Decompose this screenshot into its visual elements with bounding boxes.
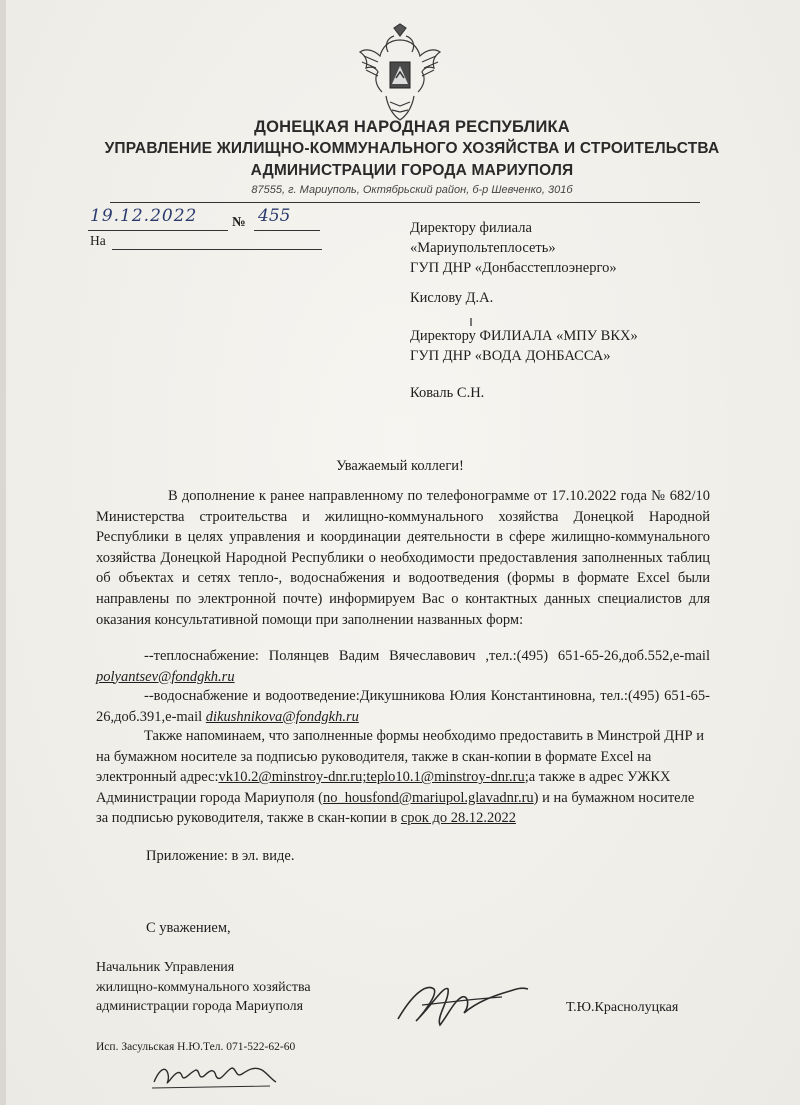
executor-signature bbox=[150, 1058, 280, 1092]
signatory-title-line: администрации города Мариуполя bbox=[96, 999, 304, 1014]
contact-heating bbox=[96, 646, 710, 687]
executor-info: Исп. Засульская Н.Ю.Тел. 071-522-62-60 bbox=[96, 1041, 296, 1053]
registration-date: 19.12.2022 bbox=[90, 206, 198, 226]
registration-number-field bbox=[254, 206, 320, 231]
email-link-water[interactable]: dikushnikova@fondgkh.ru bbox=[205, 708, 359, 725]
paragraph-2-part-b: ;а также в адрес УЖКХ Администрации города Мариуполя ( bbox=[96, 769, 671, 806]
header-divider bbox=[110, 202, 700, 203]
signatory-title-line: Начальник Управления bbox=[96, 960, 235, 975]
scan-mark bbox=[470, 318, 472, 326]
signatory-title-line: жилищно-коммунального хозяйства bbox=[96, 979, 311, 995]
signatory-name: Т.Ю.Краснолуцкая bbox=[566, 1000, 679, 1015]
attachment-note: Приложение: в эл. виде. bbox=[146, 848, 295, 864]
registration-date-field bbox=[88, 206, 228, 231]
header-department: УПРАВЛЕНИЕ ЖИЛИЩНО-КОММУНАЛЬНОГО ХОЗЯЙСТВА И СТРОИТЕЛЬСТВА bbox=[104, 140, 720, 157]
body-paragraph-2 bbox=[96, 726, 710, 829]
header-administration: АДМИНИСТРАЦИИ ГОРОДА МАРИУПОЛЯ bbox=[250, 162, 574, 179]
addressee-line: Директору ФИЛИАЛА «МПУ ВКХ» bbox=[410, 328, 638, 344]
greeting: Уважаемый коллеги! bbox=[336, 458, 464, 474]
registration-number: 455 bbox=[258, 206, 291, 226]
registration-number-label: № bbox=[232, 214, 246, 229]
email-link-minstroy[interactable]: vk10.2@minstroy-dnr.ru;teplo10.1@minstroy-dnr.ru bbox=[218, 769, 525, 786]
closing: С уважением, bbox=[146, 920, 231, 936]
addressee-name: Кислову Д.А. bbox=[410, 290, 494, 306]
header-republic: ДОНЕЦКАЯ НАРОДНАЯ РЕСПУБЛИКА bbox=[254, 118, 570, 136]
reference-label: На bbox=[90, 233, 106, 248]
contact-water-text: --водоснабжение и водоотведение:Дикушникова Юлия Константиновна, тел.:(495) 651-65-26,доб.391,e-mail bbox=[96, 688, 710, 725]
handwritten-signature bbox=[392, 975, 532, 1030]
signatory-title bbox=[96, 958, 311, 1017]
paragraph-2-part-c: ) и на бумажном носителе за подписью руководителя, также в скан-копии в bbox=[96, 789, 695, 827]
email-link-housfond[interactable]: no_housfond@mariupol.glavadnr.ru bbox=[322, 789, 534, 806]
addressee-line: ГУП ДНР «Донбасстеплоэнерго» bbox=[410, 260, 617, 276]
email-link-heating[interactable]: polyantsev@fondgkh.ru bbox=[96, 668, 235, 685]
body-paragraph-1: В дополнение к ранее направленному по телефонограмме от 17.10.2022 года № 682/10 Министерства строительства и жилищно-коммунального хозяйства Донецкой Народной Республики в целях управления и координации деятельности в сфере жилищно-коммунального хозяйства Донецкой Народной Республики о необходимости предоставления заполненных таблиц об объектах и сетях тепло-, водоснабжения и водоотведения (формы в формате Excel были направлены по электронной почте) информируем Вас о контактных данных специалистов для оказания консультативной помощи при заполнении названных форм: bbox=[96, 488, 710, 628]
contact-heating-text: --теплоснабжение: Полянцев Вадим Вячеславович ,тел.:(495) 651-65-26,доб.552,e-mail bbox=[144, 648, 710, 664]
addressee-line: Директору филиала bbox=[410, 220, 532, 236]
addressee-line: ГУП ДНР «ВОДА ДОНБАССА» bbox=[410, 348, 611, 364]
paragraph-2-part-a: Также напоминаем, что заполненные формы необходимо предоставить в Минстрой ДНР и на бумажном носителе за подписью руководителя, также в скан-копии в формате Excel на электронный адрес: bbox=[96, 728, 704, 786]
addressee-line: «Мариупольтеплосеть» bbox=[410, 240, 556, 256]
deadline: срок до 28.12.2022 bbox=[400, 810, 516, 827]
addressee-name: Коваль С.Н. bbox=[410, 385, 485, 401]
scan-edge bbox=[0, 0, 6, 1105]
header-address: 87555, г. Мариуполь, Октябрьский район, б-р Шевченко, 301б bbox=[251, 184, 573, 196]
dpr-coat-of-arms-emblem bbox=[358, 22, 442, 122]
reference-line bbox=[112, 233, 322, 250]
contact-water bbox=[96, 686, 710, 727]
